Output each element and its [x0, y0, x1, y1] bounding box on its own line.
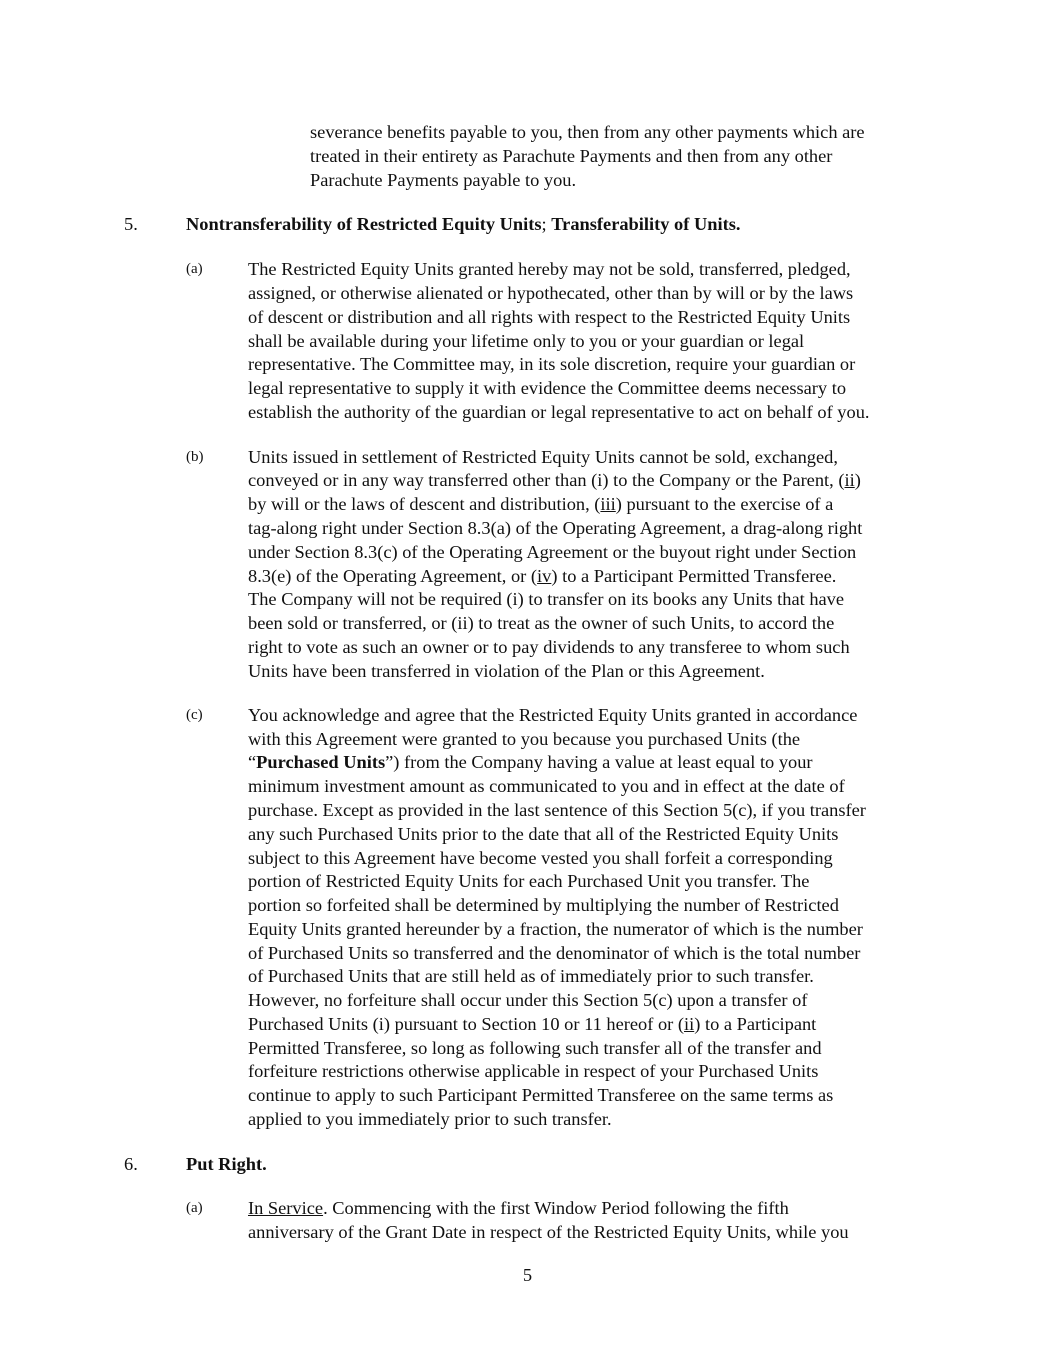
text-line: Units issued in settlement of Restricted Equity Units cannot be sold, exchanged,	[248, 447, 838, 467]
underlined-numeral: ii	[684, 1014, 695, 1034]
text-line: Equity Units granted hereunder by a fraction, the numerator of which is the number	[248, 919, 863, 939]
text-line	[248, 468, 861, 492]
subsection-label: (a)	[186, 1200, 203, 1216]
text-line: Units have been transferred in violation of the Plan or this Agreement.	[248, 661, 765, 681]
text-line: However, no forfeiture shall occur under this Section 5(c) upon a transfer of	[248, 990, 808, 1010]
text-line: assigned, or otherwise alienated or hypothecated, other than by will or by the laws	[248, 283, 854, 303]
text-line: tag-along right under Section 8.3(a) of the Operating Agreement, a drag-along right	[248, 518, 863, 538]
text-line: The Restricted Equity Units granted hereby may not be sold, transferred, pledged,	[248, 259, 851, 279]
text-line: right to vote as such an owner or to pay dividends to any transferee to whom such	[248, 637, 850, 657]
text-line: anniversary of the Grant Date in respect of the Restricted Equity Units, while you	[248, 1222, 849, 1242]
text-line	[248, 1012, 816, 1036]
text-line: severance benefits payable to you, then from any other payments which are	[310, 122, 865, 142]
text-line: of Purchased Units so transferred and the denominator of which is the total number	[248, 943, 861, 963]
text-line: with this Agreement were granted to you because you purchased Units (the	[248, 729, 801, 749]
text-run: Purchased Units (i) pursuant to Section 10 or 11 hereof or (	[248, 1014, 684, 1034]
text-run: ) pursuant to the exercise of a	[615, 494, 834, 514]
section-number: 6.	[124, 1154, 138, 1174]
text-run: )	[854, 470, 861, 490]
subsection-label: (c)	[186, 707, 203, 723]
text-line: of Purchased Units that are still held as of immediately prior to such transfer.	[248, 966, 814, 986]
text-line: continue to apply to such Participant Permitted Transferee on the same terms as	[248, 1085, 834, 1105]
text-line: been sold or transferred, or (ii) to treat as the owner of such Units, to accord the	[248, 613, 835, 633]
underlined-numeral: iii	[600, 494, 616, 514]
text-run: ) to a Participant	[694, 1014, 817, 1034]
text-line: portion of Restricted Equity Units for each Purchased Unit you transfer. The	[248, 871, 810, 891]
text-line: minimum investment amount as communicated to you and in effect at the date of	[248, 776, 845, 796]
text-line: any such Purchased Units prior to the date that all of the Restricted Equity Units	[248, 824, 839, 844]
text-line	[248, 492, 833, 516]
text-run: 8.3(e) of the Operating Agreement, or (	[248, 566, 538, 586]
text-line: You acknowledge and agree that the Restricted Equity Units granted in accordance	[248, 705, 858, 725]
text-run: ”) from the Company having a value at least equal to your	[385, 752, 813, 772]
heading-separator: ;	[541, 214, 547, 234]
subsection-label: (a)	[186, 261, 203, 277]
heading-part: Transferability of Units.	[551, 214, 741, 234]
text-run: “	[248, 752, 257, 772]
underlined-numeral: ii	[844, 470, 855, 490]
section-number: 5.	[124, 214, 138, 234]
text-line: of descent or distribution and all rights with respect to the Restricted Equity Units	[248, 307, 851, 327]
text-run: ) to a Participant Permitted Transferee.	[551, 566, 837, 586]
text-line: subject to this Agreement have become vested you shall forfeit a corresponding	[248, 848, 833, 868]
text-line: representative. The Committee may, in its sole discretion, require your guardian or	[248, 354, 856, 374]
subsection-title: In Service	[248, 1198, 324, 1218]
text-line	[248, 1196, 789, 1220]
page-number: 5	[522, 1265, 533, 1285]
text-run: conveyed or in any way transferred other than (i) to the Company or the Parent, (	[248, 470, 845, 490]
text-line: establish the authority of the guardian or legal representative to act on behalf of you.	[248, 402, 870, 422]
text-line: Parachute Payments payable to you.	[310, 170, 577, 190]
text-line: The Company will not be required (i) to transfer on its books any Units that have	[248, 589, 845, 609]
section-heading: Put Right.	[186, 1154, 267, 1174]
text-line: shall be available during your lifetime only to you or your guardian or legal	[248, 331, 805, 351]
underlined-numeral: iv	[537, 566, 552, 586]
text-line: under Section 8.3(c) of the Operating Agreement or the buyout right under Section	[248, 542, 857, 562]
text-line	[248, 564, 836, 588]
text-run: by will or the laws of descent and distribution, (	[248, 494, 601, 514]
heading-part: Nontransferability of Restricted Equity Units	[186, 214, 542, 234]
text-line: portion so forfeited shall be determined by multiplying the number of Restricted	[248, 895, 839, 915]
text-line: Permitted Transferee, so long as following such transfer all of the transfer and	[248, 1038, 822, 1058]
subsection-label: (b)	[186, 449, 204, 465]
text-line: treated in their entirety as Parachute Payments and then from any other	[310, 146, 833, 166]
text-line: purchase. Except as provided in the last sentence of this Section 5(c), if you transfer	[248, 800, 866, 820]
defined-term: Purchased Units	[256, 752, 386, 772]
text-line: legal representative to supply it with evidence the Committee deems necessary to	[248, 378, 847, 398]
text-run: . Commencing with the first Window Period following the fifth	[323, 1198, 789, 1218]
text-line: forfeiture restrictions otherwise applicable in respect of your Purchased Units	[248, 1061, 819, 1081]
section-heading	[186, 212, 740, 236]
text-line	[248, 750, 813, 774]
text-line: applied to you immediately prior to such transfer.	[248, 1109, 612, 1129]
